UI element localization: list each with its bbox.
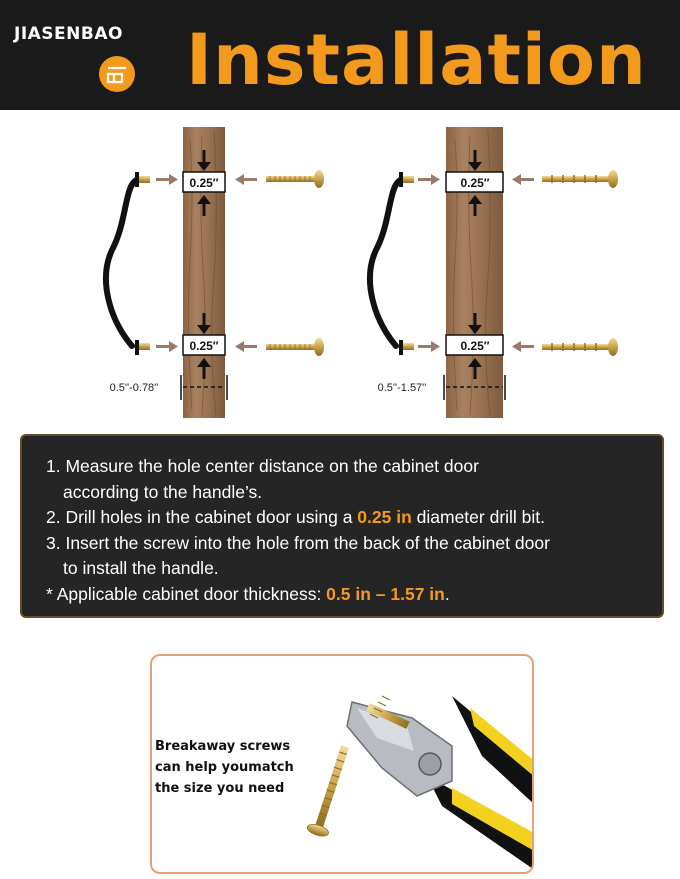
step-1-line-2: according to the handle’s. bbox=[63, 481, 263, 502]
caption-line-2: can help youmatch bbox=[155, 760, 294, 775]
left-bottom-hole-label: 0.25″ bbox=[189, 339, 219, 353]
right-top-screw bbox=[542, 170, 618, 188]
caption-line-1: Breakaway screws bbox=[155, 739, 291, 754]
left-assembly bbox=[106, 127, 324, 418]
drill-size-highlight: 0.25 in bbox=[357, 507, 412, 527]
right-thickness-label: 0.5''-1.57'' bbox=[377, 382, 427, 394]
right-bottom-screw bbox=[542, 338, 618, 356]
left-thickness-label: 0.5''-0.78'' bbox=[109, 382, 159, 394]
header-banner bbox=[0, 0, 680, 110]
left-top-hole-label: 0.25″ bbox=[189, 176, 219, 190]
thickness-range-highlight: 0.5 in – 1.57 in bbox=[326, 583, 445, 604]
step-3-line-2: to install the handle. bbox=[63, 558, 219, 578]
right-assembly bbox=[370, 127, 618, 418]
left-handle bbox=[106, 179, 139, 346]
left-top-screw bbox=[266, 170, 324, 188]
callout-caption bbox=[155, 736, 315, 799]
instructions-panel bbox=[20, 434, 664, 618]
page-title: Installation bbox=[186, 19, 647, 101]
brand-logo-icon bbox=[98, 55, 136, 93]
step-1-line-1: 1. Measure the hole center distance on the cabinet door bbox=[46, 456, 479, 476]
right-bottom-hole-label: 0.25″ bbox=[460, 339, 490, 353]
installation-diagram bbox=[0, 110, 680, 430]
right-handle bbox=[370, 179, 403, 346]
step-2: 2. Drill holes in the cabinet door using a 0.25 in diameter drill bit. bbox=[46, 507, 546, 527]
left-bottom-screw bbox=[266, 338, 324, 356]
right-top-hole-label: 0.25″ bbox=[460, 176, 490, 190]
caption-line-3: the size you need bbox=[155, 781, 285, 796]
thickness-note: * Applicable cabinet door thickness: 0.5 in – 1.57 in. bbox=[46, 583, 450, 604]
brand-name: JIASENBAO bbox=[14, 24, 123, 44]
step-3-line-1: 3. Insert the screw into the hole from the back of the cabinet door bbox=[46, 532, 550, 553]
